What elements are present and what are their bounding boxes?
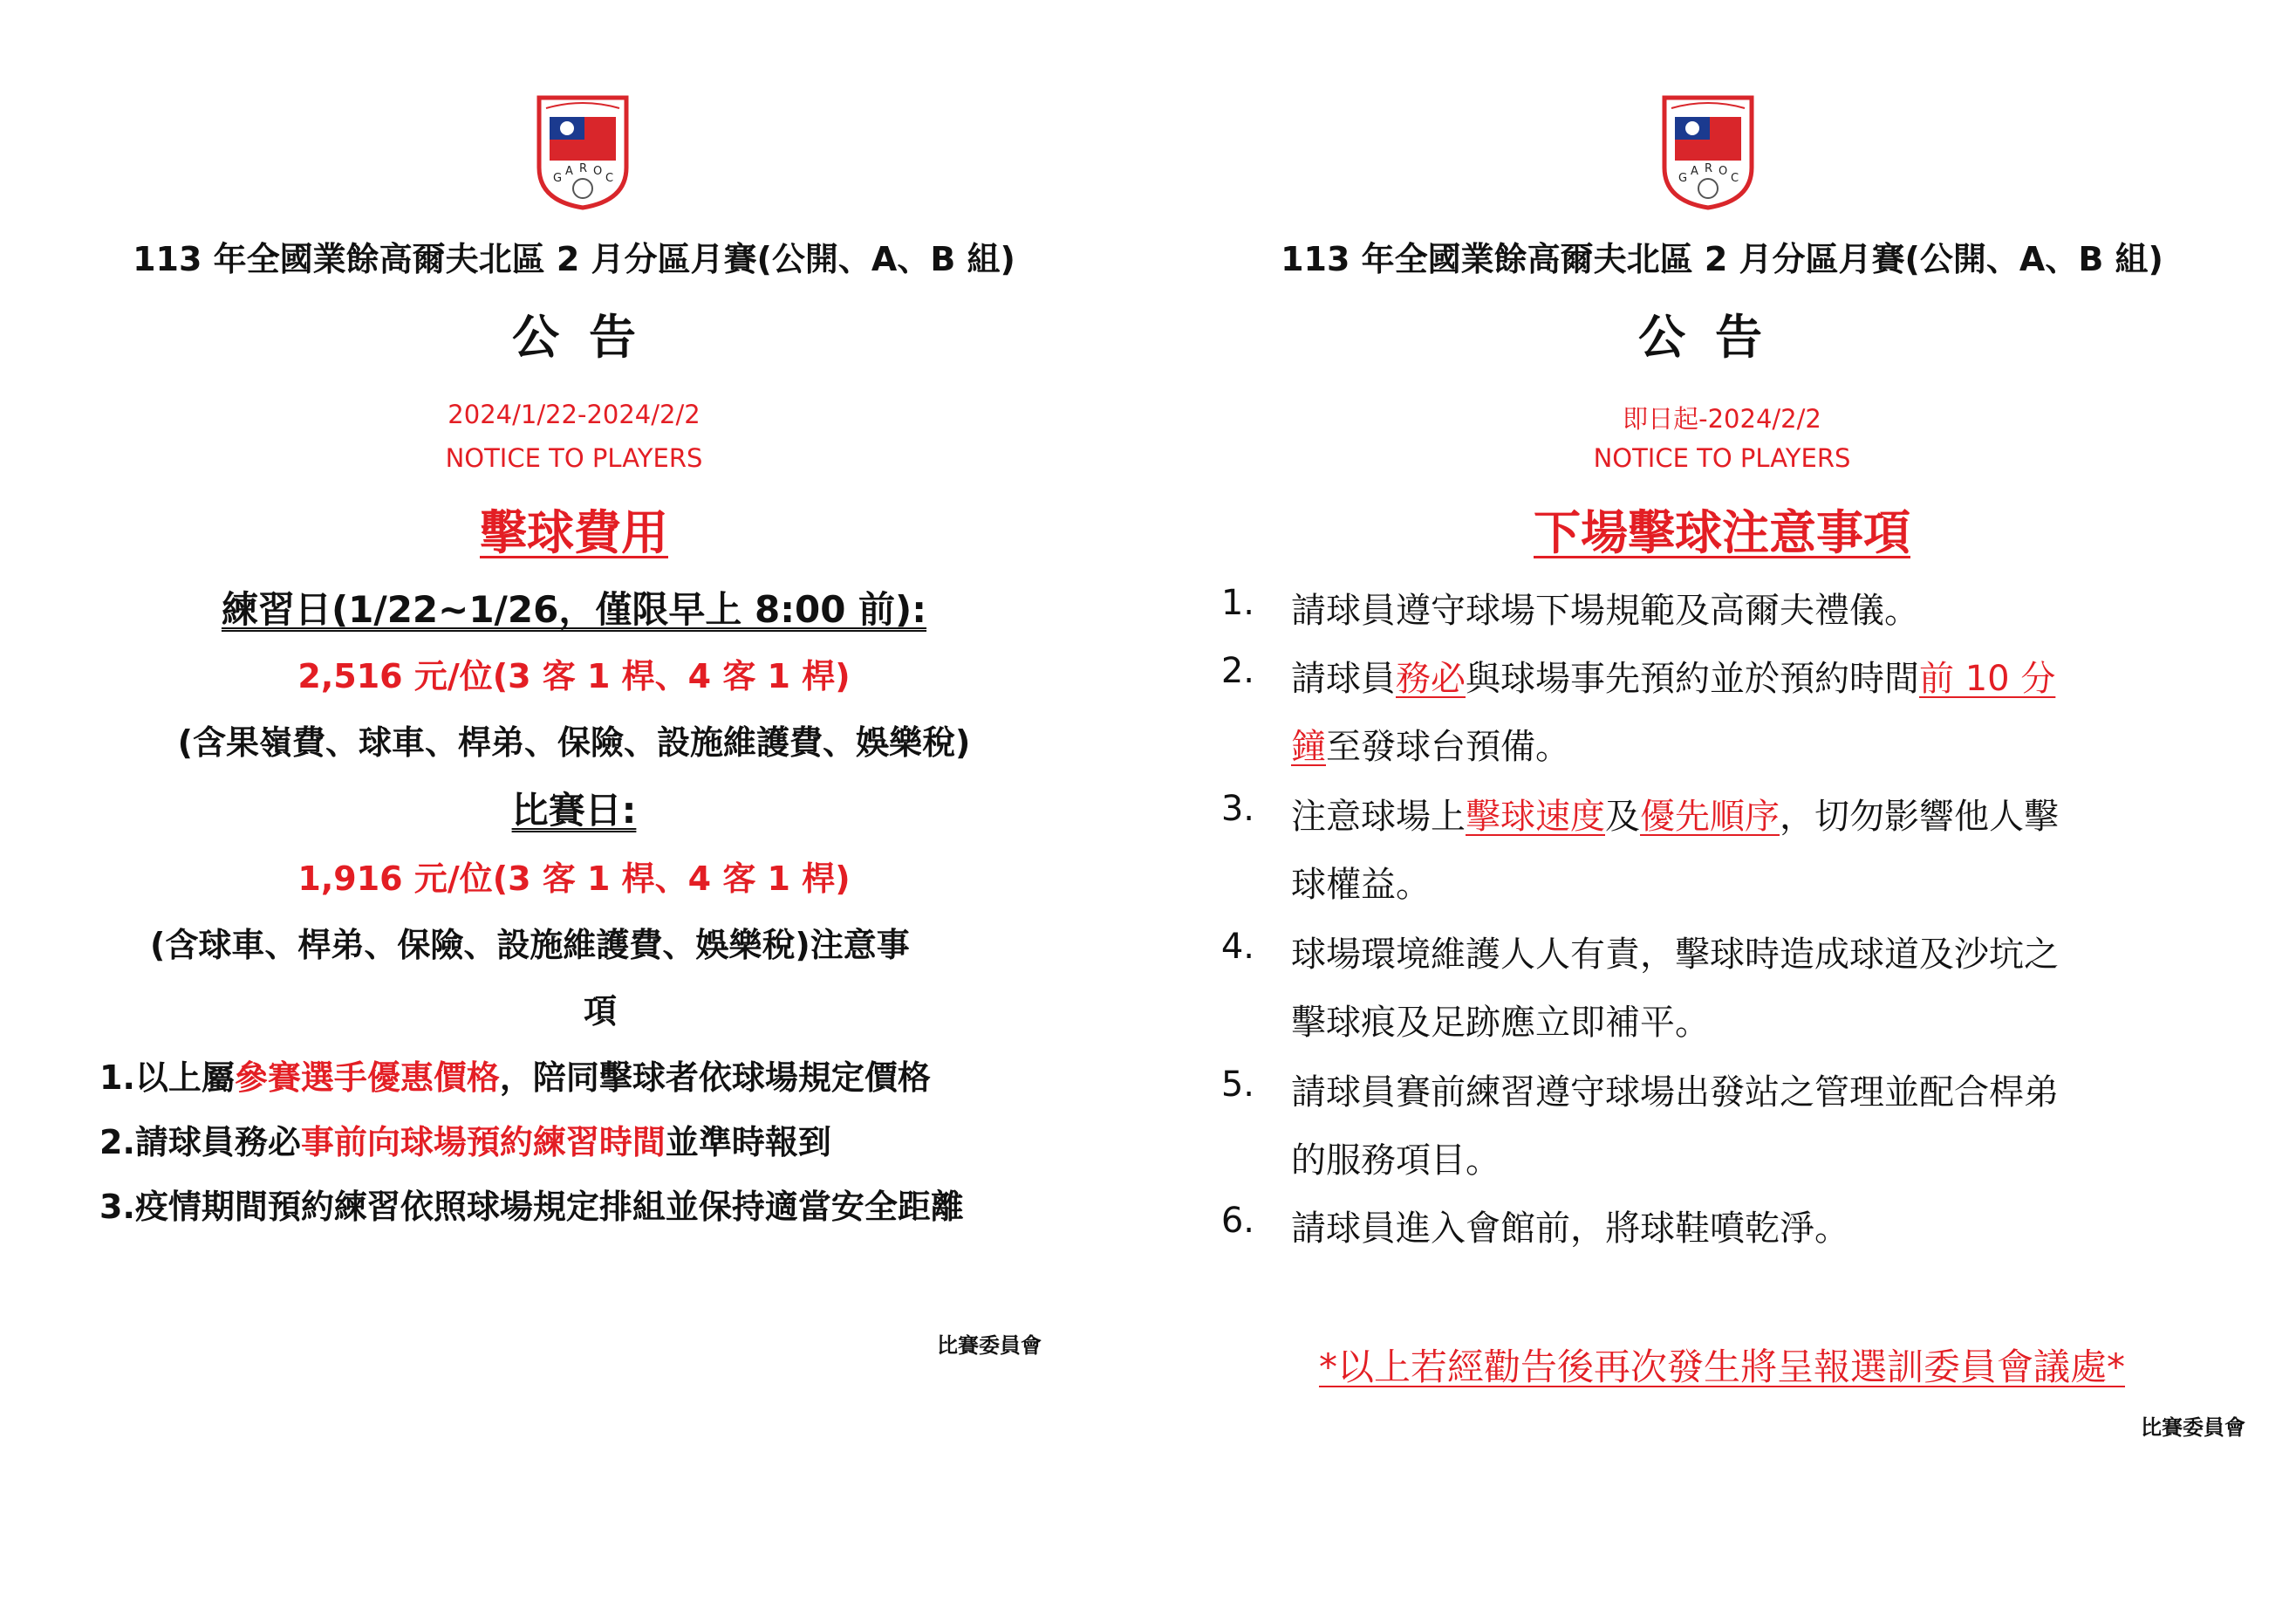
garoc-emblem-icon [1657,91,1759,213]
emblem-letter: C [1731,172,1739,185]
right-title: 113 年全國業餘高爾夫北區 2 月分區月賽(公開、A、B 組) [1281,240,2163,278]
rule-text: 請球員務必與球場事先預約並於預約時間前 10 分 [1291,659,2056,699]
emblem-letter: G [553,172,563,185]
note-item-3: 3.疫情期間預約練習依照球場規定排組並保持適當安全距離 [99,1188,964,1226]
emblem-letter: R [579,162,588,175]
left-heading: 擊球費用 [480,505,668,560]
note-item-1: 1.以上屬參賽選手優惠價格，陪同擊球者依球場規定價格 [99,1058,931,1097]
right-notice-panel [1148,0,2296,1616]
left-announcement: 公告 [512,310,666,365]
practice-price: 2,516 元/位(3 客 1 桿、4 客 1 桿) [297,657,851,695]
emblem-letter: A [565,165,573,178]
right-heading: 下場擊球注意事項 [1534,505,1910,560]
match-price: 1,916 元/位(3 客 1 桿、4 客 1 桿) [297,859,851,898]
emblem-letter: O [1719,165,1728,178]
match-day-label: 比賽日: [511,789,637,832]
rule-number: 2. [1220,651,1254,691]
rule-number: 5. [1220,1065,1254,1105]
logo-container [1657,91,1759,213]
rule-number: 6. [1220,1201,1254,1241]
garoc-emblem-icon [532,91,633,213]
rule-text-cont: 擊球痕及足跡應立即補平。 [1291,1003,1710,1043]
right-announcement: 公告 [1638,310,1792,365]
rule-text-cont: 鐘至發球台預備。 [1291,727,1570,767]
logo-container [532,91,633,213]
rule-number: 1. [1220,583,1254,623]
note-item-2: 2.請球員務必事前向球場預約練習時間並準時報到 [99,1123,831,1161]
rule-text: 球場環境維護人人有責，擊球時造成球道及沙坑之 [1291,935,2059,975]
match-includes-cont: 項 [583,992,617,1031]
emblem-letter: G [1678,172,1688,185]
left-notice-en: NOTICE TO PLAYERS [445,443,703,473]
emblem-letter: C [605,172,614,185]
emblem-letter: R [1705,162,1713,175]
left-signature: 比賽委員會 [937,1333,1042,1358]
rule-text: 注意球場上擊球速度及優先順序，切勿影響他人擊 [1291,797,2059,837]
left-title: 113 年全國業餘高爾夫北區 2 月分區月賽(公開、A、B 組) [133,240,1015,278]
warning-text: *以上若經勸告後再次發生將呈報選訓委員會議處* [1318,1346,2125,1388]
practice-day-label: 練習日(1/22~1/26，僅限早上 8:00 前): [221,588,927,631]
rule-number: 4. [1220,927,1254,967]
practice-includes: (含果嶺費、球車、桿弟、保險、設施維護費、娛樂稅) [177,723,971,762]
rule-text: 請球員賽前練習遵守球場出發站之管理並配合桿弟 [1291,1072,2059,1113]
rule-text-cont: 的服務項目。 [1291,1140,1500,1181]
rule-text: 請球員進入會館前，將球鞋噴乾淨。 [1291,1209,1849,1249]
left-date-range: 2024/1/22-2024/2/2 [448,400,700,429]
rule-text-cont: 球權益。 [1291,865,1431,905]
right-date-range: 即日起-2024/2/2 [1623,404,1821,434]
rule-number: 3. [1220,789,1254,829]
right-signature: 比賽委員會 [2141,1415,2245,1440]
emblem-letter: O [593,165,603,178]
match-includes: (含球車、桿弟、保險、設施維護費、娛樂稅)注意事 [150,926,910,964]
rule-text: 請球員遵守球場下場規範及高爾夫禮儀。 [1291,591,1919,631]
emblem-letter: A [1691,165,1698,178]
right-notice-en: NOTICE TO PLAYERS [1593,443,1851,473]
